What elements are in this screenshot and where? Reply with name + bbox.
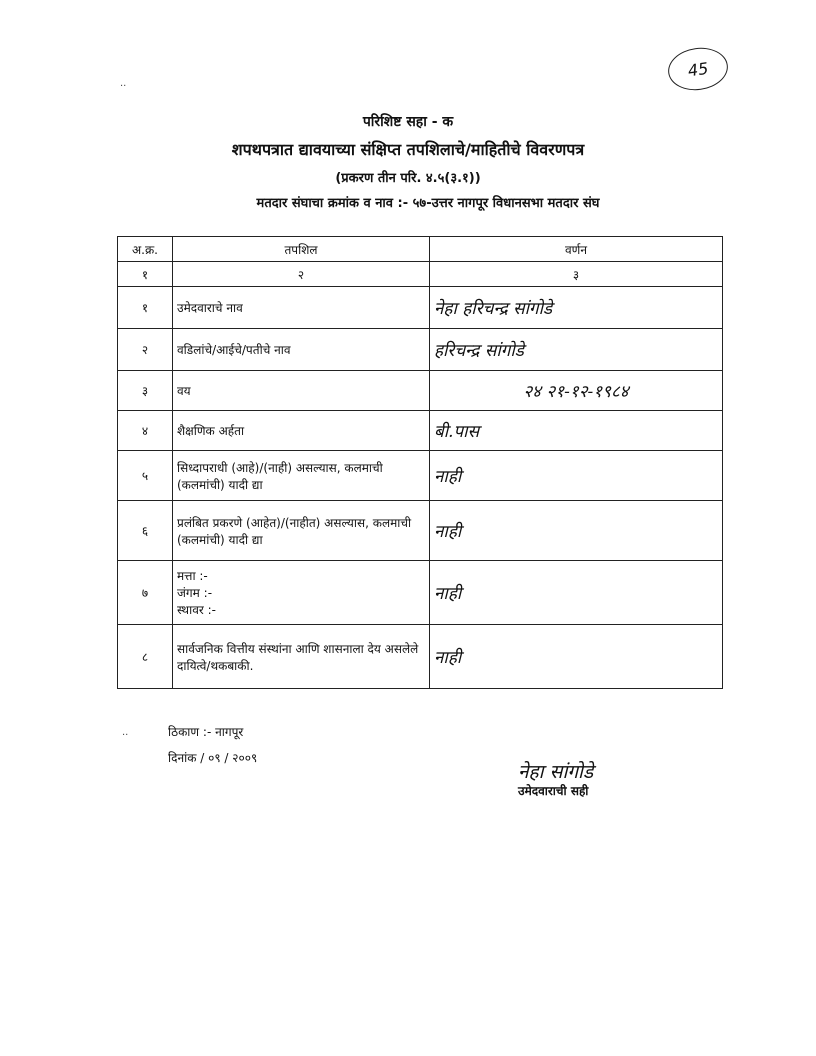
row-value-handwritten: २४ २१-१२-१९८४ — [430, 371, 723, 411]
row-serial: ५ — [118, 451, 173, 501]
details-table — [117, 236, 723, 689]
table-row — [118, 287, 723, 329]
row-value-handwritten: बी.पास — [430, 411, 723, 451]
place-line: ठिकाण :- नागपूर — [168, 725, 244, 739]
movable-assets-label: जंगम :- — [177, 586, 213, 600]
row-label: वडिलांचे/आईचे/पतीचे नाव — [173, 329, 430, 371]
handwritten-signature: नेहा सांगोडे — [518, 761, 594, 783]
constituency-line: मतदार संघाचा क्रमांक व नाव :- ५७-उत्तर नागपूर विधानसभा मतदार संघ — [256, 196, 600, 211]
table-row — [118, 625, 723, 689]
table-row — [118, 371, 723, 411]
row-value-handwritten: नाही — [430, 501, 723, 561]
row-label: उमेदवाराचे नाव — [173, 287, 430, 329]
signature-caption: उमेदवाराची सही — [518, 784, 589, 798]
table-row — [118, 561, 723, 625]
date-line: दिनांक / ०९ / २००९ — [168, 751, 258, 765]
row-value-handwritten: हरिचन्द्र सांगोडे — [430, 329, 723, 371]
page-number-stamp: 45 — [665, 44, 730, 94]
row-label: सार्वजनिक वित्तीय संस्थांना आणि शासनाला देय असलेले दायित्वे/थकबाकी. — [173, 625, 430, 689]
document-title: शपथपत्रात द्यावयाच्या संक्षिप्त तपशिलाचे/माहितीचे विवरणपत्र — [231, 140, 585, 159]
scan-speck: .. — [122, 727, 129, 738]
col-number: १ — [118, 262, 173, 287]
row-serial: १ — [118, 287, 173, 329]
row-label: सिध्दापराधी (आहे)/(नाही) असल्यास, कलमाची (कलमांची) यादी द्या — [173, 451, 430, 501]
row-label — [173, 561, 430, 625]
table-row — [118, 451, 723, 501]
row-value-handwritten: नाही — [430, 451, 723, 501]
row-value-handwritten: नेहा हरिचन्द्र सांगोडे — [430, 287, 723, 329]
table-header-row — [118, 237, 723, 262]
table-row — [118, 501, 723, 561]
row-serial: ४ — [118, 411, 173, 451]
row-label: शैक्षणिक अर्हता — [173, 411, 430, 451]
col-header-serial: अ.क्र. — [118, 237, 173, 262]
signature-block — [518, 758, 593, 799]
col-number: २ — [173, 262, 430, 287]
assets-label: मत्ता :- — [177, 569, 208, 583]
row-label: प्रलंबित प्रकरणे (आहेत)/(नाहीत) असल्यास, कलमाची (कलमांची) यादी द्या — [173, 501, 430, 561]
row-label: वय — [173, 371, 430, 411]
annexure-title: परिशिष्ट सहा - क — [362, 114, 454, 130]
row-serial: ३ — [118, 371, 173, 411]
column-number-row — [118, 262, 723, 287]
table-row — [118, 329, 723, 371]
col-number: ३ — [430, 262, 723, 287]
immovable-assets-label: स्थावर :- — [177, 603, 216, 617]
row-serial: ६ — [118, 501, 173, 561]
row-value-handwritten: नाही — [430, 561, 723, 625]
row-serial: २ — [118, 329, 173, 371]
table-row — [118, 411, 723, 451]
row-serial: ७ — [118, 561, 173, 625]
scan-speck: .. — [120, 78, 127, 89]
col-header-description: वर्णन — [430, 237, 723, 262]
row-serial: ८ — [118, 625, 173, 689]
col-header-details: तपशिल — [173, 237, 430, 262]
chapter-reference: (प्रकरण तीन परि. ४.५(३.१)) — [335, 171, 481, 186]
row-value-handwritten: नाही — [430, 625, 723, 689]
